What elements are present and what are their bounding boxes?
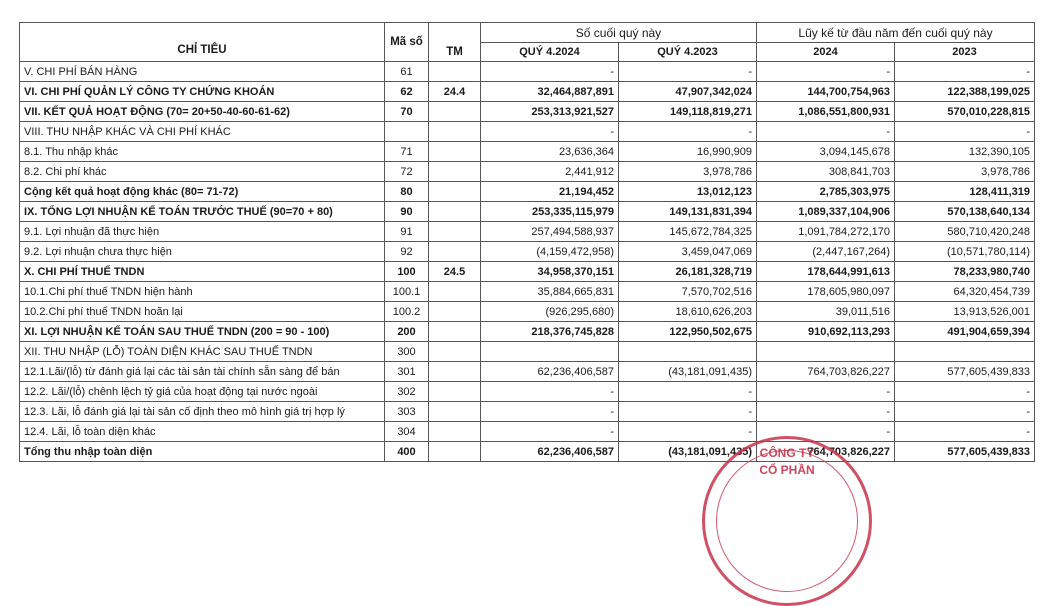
row-tm	[429, 282, 481, 302]
row-label: VI. CHI PHÍ QUẢN LÝ CÔNG TY CHỨNG KHOÁN	[20, 82, 385, 102]
row-tm	[429, 302, 481, 322]
table-row	[20, 302, 1035, 322]
row-code: 301	[385, 362, 429, 382]
header-y2023: 2023	[895, 43, 1035, 62]
table-row	[20, 342, 1035, 362]
row-y2024: 764,703,826,227	[757, 362, 895, 382]
row-tm	[429, 362, 481, 382]
header-q2024: QUÝ 4.2024	[481, 43, 619, 62]
row-q2023: 16,990,909	[619, 142, 757, 162]
table-row	[20, 122, 1035, 142]
row-q2023: 149,118,819,271	[619, 102, 757, 122]
row-y2023: 577,605,439,833	[895, 362, 1035, 382]
table-row	[20, 82, 1035, 102]
row-q2024: (4,159,472,958)	[481, 242, 619, 262]
row-y2023: -	[895, 422, 1035, 442]
row-label: V. CHI PHÍ BÁN HÀNG	[20, 62, 385, 82]
income-statement-table	[19, 22, 1035, 462]
row-y2023: -	[895, 382, 1035, 402]
row-y2023: 3,978,786	[895, 162, 1035, 182]
table-row	[20, 282, 1035, 302]
row-y2024: 1,086,551,800,931	[757, 102, 895, 122]
row-code: 303	[385, 402, 429, 422]
row-tm	[429, 242, 481, 262]
row-q2024: -	[481, 62, 619, 82]
row-code: 62	[385, 82, 429, 102]
row-code: 70	[385, 102, 429, 122]
table-row	[20, 222, 1035, 242]
row-label: VIII. THU NHẬP KHÁC VÀ CHI PHÍ KHÁC	[20, 122, 385, 142]
row-q2024: -	[481, 122, 619, 142]
table-row	[20, 422, 1035, 442]
row-y2023: 64,320,454,739	[895, 282, 1035, 302]
row-y2023: 577,605,439,833	[895, 442, 1035, 462]
row-q2023: 7,570,702,516	[619, 282, 757, 302]
row-y2024: 3,094,145,678	[757, 142, 895, 162]
row-q2024: -	[481, 382, 619, 402]
row-y2024: 308,841,703	[757, 162, 895, 182]
row-y2024: -	[757, 382, 895, 402]
stamp-line2: CỔ PHẦN	[759, 463, 815, 477]
row-y2024: 144,700,754,963	[757, 82, 895, 102]
row-tm	[429, 162, 481, 182]
row-q2023: (43,181,091,435)	[619, 442, 757, 462]
row-tm	[429, 122, 481, 142]
row-code: 200	[385, 322, 429, 342]
table-row	[20, 162, 1035, 182]
table-row	[20, 442, 1035, 462]
row-tm: 24.5	[429, 262, 481, 282]
stamp-inner-ring	[716, 450, 858, 592]
row-label: 12.3. Lãi, lỗ đánh giá lại tài sản cố định theo mô hình giá trị hợp lý	[20, 402, 385, 422]
row-tm	[429, 422, 481, 442]
row-q2024: 253,313,921,527	[481, 102, 619, 122]
header-chi-tieu: CHỈ TIÊU	[20, 23, 385, 62]
row-q2023: 145,672,784,325	[619, 222, 757, 242]
row-y2024: 764,703,826,227	[757, 442, 895, 462]
row-y2024: 2,785,303,975	[757, 182, 895, 202]
table-row	[20, 362, 1035, 382]
row-q2023: 3,978,786	[619, 162, 757, 182]
row-label: 8.2. Chi phí khác	[20, 162, 385, 182]
row-q2023: 18,610,626,203	[619, 302, 757, 322]
row-y2024: -	[757, 122, 895, 142]
row-q2024: 253,335,115,979	[481, 202, 619, 222]
row-q2023: 26,181,328,719	[619, 262, 757, 282]
row-label: XII. THU NHẬP (LỖ) TOÀN DIỆN KHÁC SAU THUẾ TNDN	[20, 342, 385, 362]
row-y2024: -	[757, 422, 895, 442]
row-y2023: 570,138,640,134	[895, 202, 1035, 222]
header-y2024: 2024	[757, 43, 895, 62]
row-code: 400	[385, 442, 429, 462]
row-y2024: (2,447,167,264)	[757, 242, 895, 262]
row-q2024: -	[481, 422, 619, 442]
row-tm	[429, 382, 481, 402]
table-row	[20, 402, 1035, 422]
row-label: IX. TỔNG LỢI NHUẬN KẾ TOÁN TRƯỚC THUẾ (90=70 + 80)	[20, 202, 385, 222]
row-code: 302	[385, 382, 429, 402]
row-y2023: -	[895, 122, 1035, 142]
table-row	[20, 322, 1035, 342]
row-y2023: 580,710,420,248	[895, 222, 1035, 242]
row-code: 300	[385, 342, 429, 362]
row-y2023: 128,411,319	[895, 182, 1035, 202]
row-tm	[429, 142, 481, 162]
row-q2024: 23,636,364	[481, 142, 619, 162]
row-q2024: -	[481, 402, 619, 422]
table-row	[20, 142, 1035, 162]
row-label: 9.1. Lợi nhuận đã thực hiện	[20, 222, 385, 242]
row-label: 12.2. Lãi/(lỗ) chênh lệch tỷ giá của hoạt động tại nước ngoài	[20, 382, 385, 402]
row-tm	[429, 322, 481, 342]
header-q2023: QUÝ 4.2023	[619, 43, 757, 62]
row-tm: 24.4	[429, 82, 481, 102]
row-y2023: 570,010,228,815	[895, 102, 1035, 122]
row-tm	[429, 182, 481, 202]
row-y2024: 1,089,337,104,906	[757, 202, 895, 222]
row-q2023: 3,459,047,069	[619, 242, 757, 262]
row-code: 100.2	[385, 302, 429, 322]
table-row	[20, 382, 1035, 402]
row-code: 304	[385, 422, 429, 442]
header-group-quarter: Số cuối quý này	[481, 23, 757, 43]
row-q2023: -	[619, 382, 757, 402]
row-label: XI. LỢI NHUẬN KẾ TOÁN SAU THUẾ TNDN (200 = 90 - 100)	[20, 322, 385, 342]
row-tm	[429, 442, 481, 462]
row-y2024: 1,091,784,272,170	[757, 222, 895, 242]
row-q2024: 218,376,745,828	[481, 322, 619, 342]
row-label: X. CHI PHÍ THUẾ TNDN	[20, 262, 385, 282]
row-y2024: 910,692,113,293	[757, 322, 895, 342]
row-tm	[429, 202, 481, 222]
row-code: 91	[385, 222, 429, 242]
row-q2023: 122,950,502,675	[619, 322, 757, 342]
row-label: Cộng kết quả hoạt động khác (80= 71-72)	[20, 182, 385, 202]
row-y2024: 178,605,980,097	[757, 282, 895, 302]
row-q2023: -	[619, 62, 757, 82]
table-row	[20, 242, 1035, 262]
row-y2023: -	[895, 62, 1035, 82]
table-row	[20, 182, 1035, 202]
row-y2023: 122,388,199,025	[895, 82, 1035, 102]
row-code: 100.1	[385, 282, 429, 302]
row-tm	[429, 342, 481, 362]
header-ma-so: Mã số	[385, 23, 429, 62]
row-label: 12.4. Lãi, lỗ toàn diện khác	[20, 422, 385, 442]
row-q2024: 62,236,406,587	[481, 442, 619, 462]
row-label: VII. KẾT QUẢ HOẠT ĐỘNG (70= 20+50-40-60-61-62)	[20, 102, 385, 122]
row-label: 10.2.Chi phí thuế TNDN hoãn lại	[20, 302, 385, 322]
table-body	[20, 62, 1035, 462]
row-tm	[429, 222, 481, 242]
row-code: 71	[385, 142, 429, 162]
row-q2024: (926,295,680)	[481, 302, 619, 322]
row-y2023: (10,571,780,114)	[895, 242, 1035, 262]
row-label: Tổng thu nhập toàn diện	[20, 442, 385, 462]
row-y2023: 132,390,105	[895, 142, 1035, 162]
row-code: 90	[385, 202, 429, 222]
row-y2024: 39,011,516	[757, 302, 895, 322]
row-code: 80	[385, 182, 429, 202]
row-q2024: 21,194,452	[481, 182, 619, 202]
row-y2023: 78,233,980,740	[895, 262, 1035, 282]
row-label: 12.1.Lãi/(lỗ) từ đánh giá lại các tài sản tài chính sẵn sàng để bán	[20, 362, 385, 382]
row-label: 8.1. Thu nhập khác	[20, 142, 385, 162]
row-q2024: 34,958,370,151	[481, 262, 619, 282]
table-row	[20, 262, 1035, 282]
row-tm	[429, 402, 481, 422]
row-q2024: 62,236,406,587	[481, 362, 619, 382]
row-y2024: 178,644,991,613	[757, 262, 895, 282]
row-q2024	[481, 342, 619, 362]
row-code: 92	[385, 242, 429, 262]
row-label: 9.2. Lợi nhuận chưa thực hiện	[20, 242, 385, 262]
row-q2023	[619, 342, 757, 362]
row-code: 61	[385, 62, 429, 82]
row-label: 10.1.Chi phí thuế TNDN hiện hành	[20, 282, 385, 302]
row-tm	[429, 102, 481, 122]
income-statement	[19, 22, 1035, 462]
table-row	[20, 102, 1035, 122]
stamp-line1: CÔNG TY	[759, 446, 815, 460]
row-y2023: 491,904,659,394	[895, 322, 1035, 342]
row-y2023: -	[895, 402, 1035, 422]
row-q2024: 2,441,912	[481, 162, 619, 182]
row-q2023: -	[619, 402, 757, 422]
row-y2024: -	[757, 402, 895, 422]
row-y2024: -	[757, 62, 895, 82]
header-group-ytd: Lũy kế từ đầu năm đến cuối quý này	[757, 23, 1035, 43]
row-q2023: -	[619, 422, 757, 442]
row-q2023: -	[619, 122, 757, 142]
table-row	[20, 202, 1035, 222]
row-tm	[429, 62, 481, 82]
row-code	[385, 122, 429, 142]
row-q2023: 13,012,123	[619, 182, 757, 202]
row-y2024	[757, 342, 895, 362]
table-row	[20, 62, 1035, 82]
row-q2023: 149,131,831,394	[619, 202, 757, 222]
row-q2024: 35,884,665,831	[481, 282, 619, 302]
header-tm: TM	[429, 23, 481, 62]
row-q2023: (43,181,091,435)	[619, 362, 757, 382]
row-code: 72	[385, 162, 429, 182]
row-q2023: 47,907,342,024	[619, 82, 757, 102]
row-q2024: 32,464,887,891	[481, 82, 619, 102]
row-y2023: 13,913,526,001	[895, 302, 1035, 322]
row-code: 100	[385, 262, 429, 282]
row-y2023	[895, 342, 1035, 362]
row-q2024: 257,494,588,937	[481, 222, 619, 242]
